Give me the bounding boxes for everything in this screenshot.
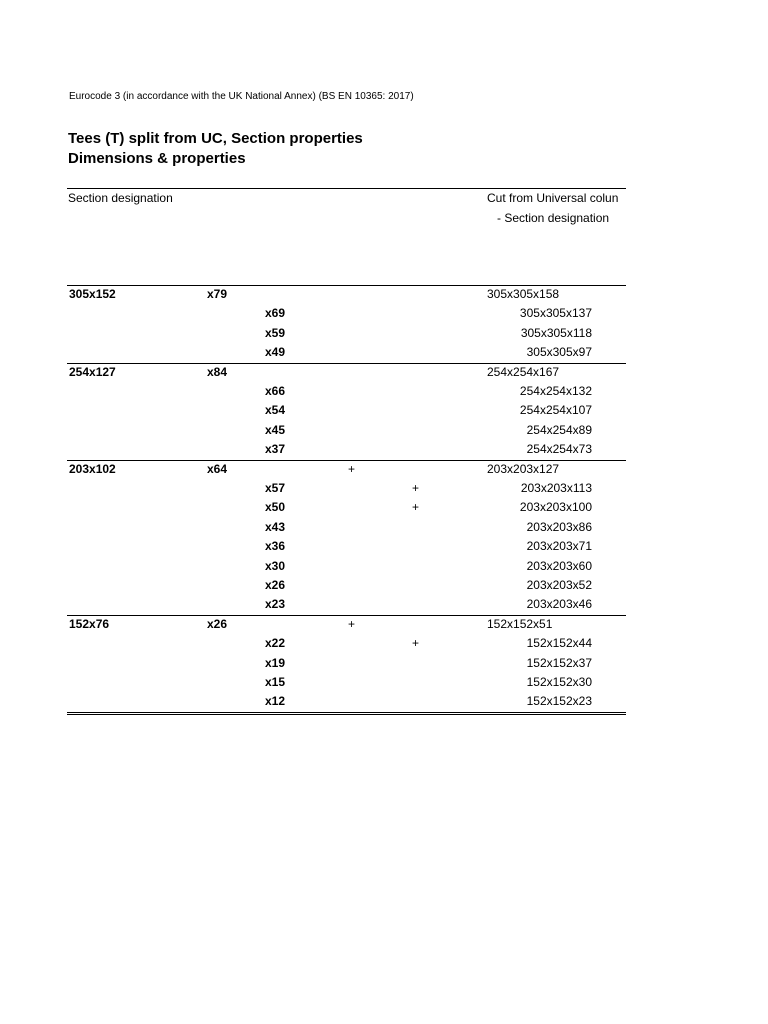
table-row xyxy=(67,557,626,577)
mass-cell: x79 xyxy=(207,287,228,301)
table-row xyxy=(67,324,626,344)
mass-cell: x84 xyxy=(207,364,228,379)
cut-from-cell: 305x305x97 xyxy=(526,345,592,360)
mass-cell: x64 xyxy=(207,461,228,476)
mass-cell: x26 xyxy=(265,578,286,592)
mass-cell: x69 xyxy=(265,306,286,321)
table-row xyxy=(67,285,626,305)
cut-from-cell: 254x254x73 xyxy=(526,442,592,457)
mass-cell: x49 xyxy=(265,345,286,360)
serial-size-cell: 305x152 xyxy=(69,287,116,301)
table-row xyxy=(67,537,626,557)
document-subtitle: Eurocode 3 (in accordance with the UK National Annex) (BS EN 10365: 2017) xyxy=(69,91,414,102)
cut-from-cell: 203x203x60 xyxy=(526,558,592,573)
cut-from-cell: 203x203x127 xyxy=(487,461,560,476)
cut-from-cell: 254x254x89 xyxy=(526,422,592,437)
cut-from-cell: 203x203x71 xyxy=(526,539,592,554)
document-title: Tees (T) split from UC, Section properties xyxy=(68,130,363,147)
mass-cell: x26 xyxy=(207,616,228,631)
table-row xyxy=(67,304,626,324)
mass-cell: x57 xyxy=(265,481,286,495)
column-header-cut-designation: - Section designation xyxy=(497,211,610,225)
serial-size-cell: 203x102 xyxy=(69,461,116,476)
table-row xyxy=(67,576,626,596)
table-row xyxy=(67,615,626,635)
table-row xyxy=(67,673,626,693)
mass-cell: x23 xyxy=(265,597,286,612)
table-row xyxy=(67,421,626,441)
mass-cell: x54 xyxy=(265,403,286,418)
mass-cell: x12 xyxy=(265,694,286,709)
plus-marker: + xyxy=(348,461,356,476)
mass-cell: x36 xyxy=(265,539,286,554)
table-row xyxy=(67,634,626,654)
cut-from-cell: 254x254x167 xyxy=(487,364,560,379)
mass-cell: x50 xyxy=(265,500,286,515)
serial-size-cell: 152x76 xyxy=(69,616,110,631)
plus-marker: + xyxy=(412,500,420,515)
cut-from-cell: 305x305x137 xyxy=(519,306,592,321)
plus-marker: + xyxy=(412,636,420,651)
cut-from-cell: 305x305x158 xyxy=(487,287,560,301)
cut-from-cell: 254x254x132 xyxy=(519,384,592,398)
cut-from-cell: 152x152x51 xyxy=(487,616,553,631)
mass-cell: x66 xyxy=(265,384,286,398)
table-row xyxy=(67,440,626,461)
mass-cell: x19 xyxy=(265,655,286,670)
column-header-section-designation: Section designation xyxy=(68,191,173,205)
cut-from-cell: 254x254x107 xyxy=(519,403,592,418)
cut-from-cell: 305x305x118 xyxy=(520,325,592,340)
table-row xyxy=(67,343,626,364)
mass-cell: x22 xyxy=(265,636,286,651)
table-row xyxy=(67,595,626,616)
table-row xyxy=(67,654,626,674)
mass-cell: x37 xyxy=(265,442,286,457)
cut-from-cell: 203x203x100 xyxy=(519,500,592,515)
cut-from-cell: 152x152x37 xyxy=(526,655,592,670)
cut-from-cell: 152x152x30 xyxy=(526,675,592,689)
mass-cell: x30 xyxy=(265,558,286,573)
cut-from-cell: 203x203x46 xyxy=(526,597,592,612)
cut-from-cell: 203x203x52 xyxy=(526,578,592,592)
cut-from-cell: 152x152x23 xyxy=(526,694,592,709)
table-row xyxy=(67,692,626,715)
mass-cell: x43 xyxy=(265,519,286,534)
document-title-secondary: Dimensions & properties xyxy=(68,150,246,167)
table-row xyxy=(67,363,626,383)
mass-cell: x59 xyxy=(265,325,286,340)
table-row xyxy=(67,498,626,518)
cut-from-cell: 203x203x86 xyxy=(526,519,592,534)
table-row xyxy=(67,479,626,499)
mass-cell: x15 xyxy=(265,675,286,689)
plus-marker: + xyxy=(348,616,356,631)
table-row xyxy=(67,518,626,538)
cut-from-cell: 152x152x44 xyxy=(526,636,592,651)
table-row xyxy=(67,460,626,480)
mass-cell: x45 xyxy=(265,422,286,437)
serial-size-cell: 254x127 xyxy=(69,364,116,379)
table-row xyxy=(67,401,626,421)
table-top-rule xyxy=(67,188,626,189)
table-row xyxy=(67,382,626,402)
column-header-cut-from: Cut from Universal colun xyxy=(487,191,619,205)
plus-marker: + xyxy=(412,481,420,495)
cut-from-cell: 203x203x113 xyxy=(520,481,592,495)
